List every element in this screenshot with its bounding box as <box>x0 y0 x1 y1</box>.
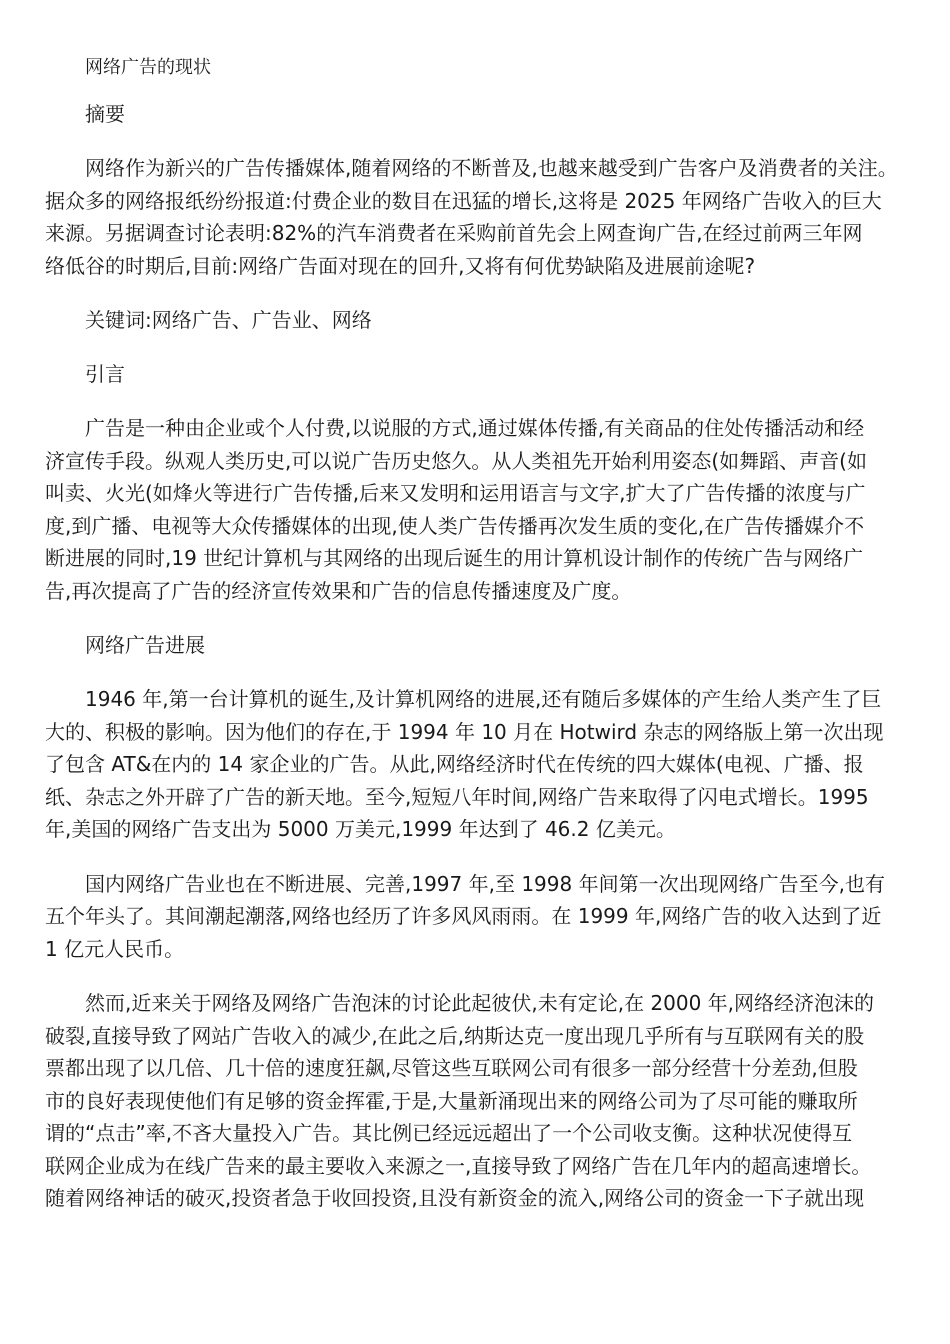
bubble-paragraph <box>45 987 911 1215</box>
paragraph-line: 叫卖、火光(如烽火等进行广告传播,后来又发明和运用语言与文字,扩大了广告传播的浓度与广 <box>45 481 866 505</box>
intro-paragraph <box>45 412 911 607</box>
paragraph-line: 络低谷的时期后,目前:网络广告面对现在的回升,又将有何优势缺陷及进展前途呢? <box>45 253 756 278</box>
document-page <box>45 52 911 1237</box>
paragraph-line: 了包含 AT&在内的 14 家企业的广告。从此,网络经济时代在传统的四大媒体(电视、广播、报 <box>45 752 864 776</box>
paragraph-line: 1 亿元人民币。 <box>45 936 185 961</box>
paragraph-line: 断进展的同时,19 世纪计算机与其网络的出现后诞生的用计算机设计制作的传统广告与网络广 <box>45 546 864 570</box>
paragraph-line: 来源。另据调查讨论表明:82%的汽车消费者在采购前首先会上网查询广告,在经过前两三年网 <box>45 221 863 245</box>
intro-heading: 引言 <box>85 362 125 386</box>
paragraph-line: 国内网络广告业也在不断进展、完善,1997 年,至 1998 年间第一次出现网络广告至今,也有 <box>85 871 885 896</box>
paragraph-line: 告,再次提高了广告的经济宣传效果和广告的信息传播速度及广度。 <box>45 578 632 603</box>
abstract-heading: 摘要 <box>85 102 125 126</box>
document-title: 网络广告的现状 <box>85 57 211 78</box>
paragraph-line: 年,美国的网络广告支出为 5000 万美元,1999 年达到了 46.2 亿美元。 <box>45 817 676 841</box>
development-heading: 网络广告进展 <box>85 633 205 657</box>
paragraph-line: 谓的“点击”率,不吝大量投入广告。其比例已经远远超出了一个公司收支衡。这种状况使得互 <box>45 1121 853 1145</box>
paragraph-line: 济宣传手段。纵观人类历史,可以说广告历史悠久。从人类祖先开始利用姿态(如舞蹈、声音(如 <box>45 448 867 473</box>
paragraph-line: 1946 年,第一台计算机的诞生,及计算机网络的进展,还有随后多媒体的产生给人类产生了巨 <box>85 687 882 711</box>
paragraph-line: 度,到广播、电视等大众传播媒体的出现,使人类广告传播再次发生质的变化,在广告传播媒介不 <box>45 513 865 538</box>
paragraph-line: 五个年头了。其间潮起潮落,网络也经历了许多风风雨雨。在 1999 年,网络广告的收入达到了近 <box>45 904 882 928</box>
paragraph-line: 随着网络神话的破灭,投资者急于收回投资,且没有新资金的流入,网络公司的资金一下子就出现 <box>45 1186 865 1210</box>
paragraph-line: 联网企业成为在线广告来的最主要收入来源之一,直接导致了网络广告在几年内的超高速增长。 <box>45 1153 872 1178</box>
paragraph-line: 据众多的网络报纸纷纷报道:付费企业的数目在迅猛的增长,这将是 2025 年网络广告收入的巨大 <box>45 188 882 213</box>
paragraph-line: 然而,近来关于网络及网络广告泡沫的讨论此起彼伏,未有定论,在 2000 年,网络经济泡沫的 <box>85 991 875 1015</box>
paragraph-line: 票都出现了以几倍、几十倍的速度狂飙,尽管这些互联网公司有很多一部分经营十分差劲,但股 <box>45 1056 858 1080</box>
keywords-line: 关键词:网络广告、广告业、网络 <box>85 308 372 332</box>
domestic-paragraph <box>45 868 911 966</box>
paragraph-line: 大的、积极的影响。因为他们的存在,于 1994 年 10 月在 Hotwird 杂志的网络版上第一次出现 <box>45 719 884 744</box>
paragraph-line: 市的良好表现使他们有足够的资金挥霍,于是,大量新涌现出来的网络公司为了尽可能的赚取所 <box>45 1088 858 1113</box>
abstract-paragraph <box>45 152 911 282</box>
paragraph-line: 破裂,直接导致了网站广告收入的减少,在此之后,纳斯达克一度出现几乎所有与互联网有关的股 <box>45 1023 865 1048</box>
paragraph-line: 网络作为新兴的广告传播媒体,随着网络的不断普及,也越来越受到广告客户及消费者的关注。 <box>85 156 898 180</box>
development-paragraph <box>45 683 911 846</box>
paragraph-line: 纸、杂志之外开辟了广告的新天地。至今,短短八年时间,网络广告来取得了闪电式增长。1995 <box>45 784 869 809</box>
paragraph-line: 广告是一种由企业或个人付费,以说服的方式,通过媒体传播,有关商品的住处传播活动和经 <box>85 416 865 440</box>
